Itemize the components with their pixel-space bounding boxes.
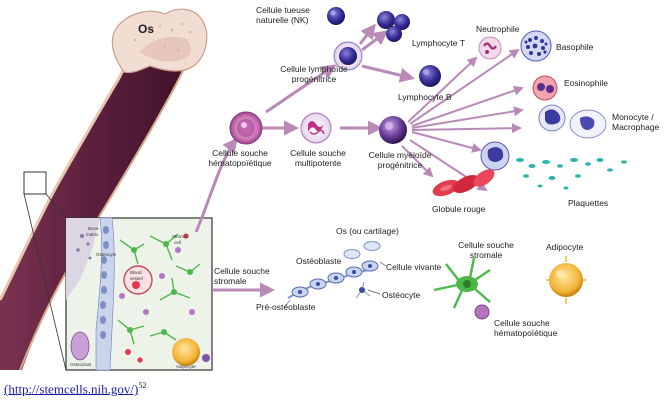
hsc-label	[208, 148, 271, 168]
inset-label-adipocyte: Adipocyte	[176, 364, 196, 369]
basophil	[521, 31, 551, 61]
inset-label-vessel-1: Blood	[130, 270, 142, 275]
red-blood-cells	[430, 166, 497, 200]
lymphoid-label-line1: Cellule lymphoïde	[280, 64, 348, 74]
reference-number: 52	[138, 381, 147, 390]
multipotent-stem-cell	[301, 113, 331, 143]
myeloid-label-line2: progénitrice	[377, 160, 423, 170]
pre-osteoblast-label: Pré-ostéoblaste	[256, 302, 316, 312]
stromal2-label-line1: Cellule souche	[458, 240, 514, 250]
basophil-label: Basophile	[556, 42, 594, 52]
inset-label-bone-matrix-2: matrix	[86, 232, 99, 237]
inset-label-stromal-2: cell	[174, 240, 181, 245]
neutrophil	[479, 37, 501, 59]
platelets-label: Plaquettes	[568, 198, 609, 208]
osteoblast-label: Ostéoblaste	[296, 256, 342, 266]
multipotent-label-line1: Cellule souche	[290, 148, 346, 158]
stromal-label-line2: stromale	[214, 276, 247, 286]
lymphocyte-t	[377, 11, 410, 42]
myeloid-label-line1: Cellule myéloïde	[368, 150, 432, 160]
inset-label-vessel-2: vessel	[130, 276, 143, 281]
inset-label-osteocyte: Osteocyte	[96, 252, 117, 257]
nk-label-line2: naturelle (NK)	[256, 15, 309, 25]
stromal2-label-line2: stromale	[469, 250, 503, 260]
osteoblast-chain	[284, 242, 386, 309]
bone-cartilage-label: Os (ou cartilage)	[336, 226, 399, 236]
inset-label-osteoclast: Osteoclast	[70, 362, 92, 367]
source-link[interactable]: (http://stemcells.nih.gov/)	[4, 381, 139, 397]
nk-label-line1: Cellule tueuse	[256, 5, 310, 15]
nk-cell	[327, 7, 345, 25]
monocyte-label-line1: Monocyte /	[612, 112, 654, 122]
source-caption	[4, 381, 146, 397]
bone-marrow-inset	[66, 218, 212, 370]
monocyte-macrophage	[539, 105, 606, 138]
multipotent-label	[290, 148, 346, 168]
osteocyte-label: Ostéocyte	[382, 290, 421, 300]
lymphoid-label-line2: progénitrice	[291, 74, 337, 84]
eosinophil-label: Eosinophile	[564, 78, 608, 88]
monocyte-label-line2: Macrophage	[612, 122, 660, 132]
adipocyte-label: Adipocyte	[546, 242, 584, 252]
hsc-label-line1: Cellule souche	[212, 148, 268, 158]
stromal-label-line1: Cellule souche	[214, 266, 270, 276]
lymphoid-progenitor-label	[280, 64, 348, 84]
bone-zoom-box	[24, 172, 46, 194]
neutrophil-label: Neutrophile	[476, 24, 520, 34]
stromal-stem-cell-label	[214, 266, 270, 286]
bone-label: Os	[138, 22, 155, 36]
nk-cell-label	[256, 5, 310, 25]
myeloid-progenitor-label	[369, 150, 432, 170]
stromal-stem-cell	[434, 258, 490, 308]
hsc2-label-line2: hématopoïétique	[494, 328, 558, 338]
red-blood-cell-label: Globule rouge	[432, 204, 486, 214]
multipotent-label-line2: multipotente	[294, 158, 342, 168]
inset-label-stromal-1: Stromal	[172, 234, 188, 239]
stromal-stem-cell-label-2	[458, 240, 514, 260]
lymphocyte-b	[419, 65, 441, 87]
myeloid-progenitor	[379, 116, 407, 144]
lymphocyte-t-label: Lymphocyte T	[412, 38, 465, 48]
eosinophil	[533, 76, 557, 100]
hsc-label-line2: hématopoïétique	[208, 158, 272, 168]
platelets	[481, 142, 627, 190]
inset-label-bone-matrix-1: Bone	[88, 226, 99, 231]
adipocyte-cell	[546, 256, 586, 304]
hsc-label-2	[494, 318, 557, 338]
lymphocyte-b-label: Lymphocyte B	[398, 92, 452, 102]
monocyte-macrophage-label	[612, 112, 659, 132]
hsc2-label-line1: Cellule souche	[494, 318, 550, 328]
hematopoietic-stem-cell	[230, 112, 262, 144]
living-cell-label: Cellule vivante	[386, 262, 442, 272]
hsc-small	[475, 305, 489, 319]
